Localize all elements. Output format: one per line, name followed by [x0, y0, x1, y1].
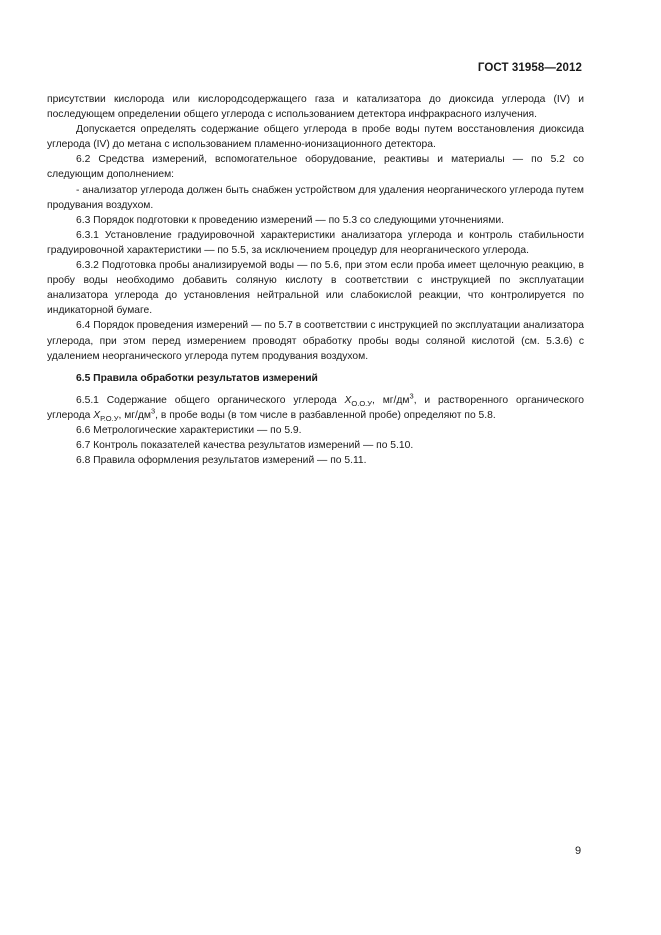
paragraph-6-3: 6.3 Порядок подготовки к проведению измерений — по 5.3 со следующими уточнениями. — [76, 214, 504, 226]
symbol-x: X — [93, 409, 101, 421]
section-heading-6-5: 6.5 Правила обработки результатов измерений — [76, 372, 318, 384]
subscript-dissolved: Р.О.У — [100, 413, 119, 423]
paragraph-6-8: 6.8 Правила оформления результатов измерений — по 5.11. — [76, 455, 367, 467]
subscript-total: О.О.У — [351, 398, 373, 408]
paragraph-methane-reduction: Допускается определять содержание общего углерода в пробе воды путем восстановления диоксида углерода (IV) до метана с использованием пламенно-ионизационного детектора. — [47, 124, 584, 151]
text-run: 6.5.1 Содержание общего органического углерода — [76, 394, 345, 406]
paragraph-6-2: 6.2 Средства измерений, вспомогательное оборудование, реактивы и материалы — по 5.2 со следующим дополнением: — [47, 154, 584, 181]
paragraph-6-5-1 — [47, 393, 584, 423]
body-text — [47, 92, 584, 468]
text-run: , мг/дм — [372, 394, 410, 406]
standard-designation: ГОСТ 31958—2012 — [477, 62, 582, 74]
paragraph-6-3-1: 6.3.1 Установление градуировочной характеристики анализатора углерода и контроль стабильности градуировочной характеристики — по 5.5, за исключением процедур для неорганического углерода. — [47, 229, 584, 256]
paragraph-analyzer-note: - анализатор углерода должен быть снабжен устройством для удаления неорганического углерода путем продувания воздухом. — [47, 184, 584, 211]
superscript: 3 — [151, 406, 156, 416]
paragraph-6-7: 6.7 Контроль показателей качества результатов измерений — по 5.10. — [76, 440, 414, 452]
paragraph-6-3-2: 6.3.2 Подготовка пробы анализируемой воды — по 5.6, при этом если проба имеет щелочную реакцию, в пробу воды необходимо добавить соляную кислоту в соответствии с инструкцией по эксплуатации анализатора углерода до установления нейтральной или слабокислой реакции, что контролируется по индикаторной бумаге. — [47, 260, 584, 317]
superscript: 3 — [409, 391, 414, 401]
paragraph-6-4: 6.4 Порядок проведения измерений — по 5.7 в соответствии с инструкцией по эксплуатации анализатора углерода, при этом перед измерением проводят обработку пробы воды соляной кислотой (см. 5.3.6) с удалением неорганического углерода путем продувания воздухом. — [47, 320, 584, 362]
page-number: 9 — [575, 845, 582, 857]
text-run: , мг/дм — [118, 409, 151, 421]
paragraph-continuation: присутствии кислорода или кислородсодержащего газа и катализатора до диоксида углерода (IV) и последующем определении общего углерода с использованием детектора инфракрасного излучения. — [47, 94, 584, 121]
text-run: , в пробе воды (в том числе в разбавленной пробе) определяют по 5.8. — [155, 409, 496, 421]
paragraph-6-6: 6.6 Метрологические характеристики — по 5.9. — [76, 424, 302, 436]
symbol-x: X — [344, 394, 352, 406]
text-run: , и растворенного органического углерода — [47, 394, 584, 421]
